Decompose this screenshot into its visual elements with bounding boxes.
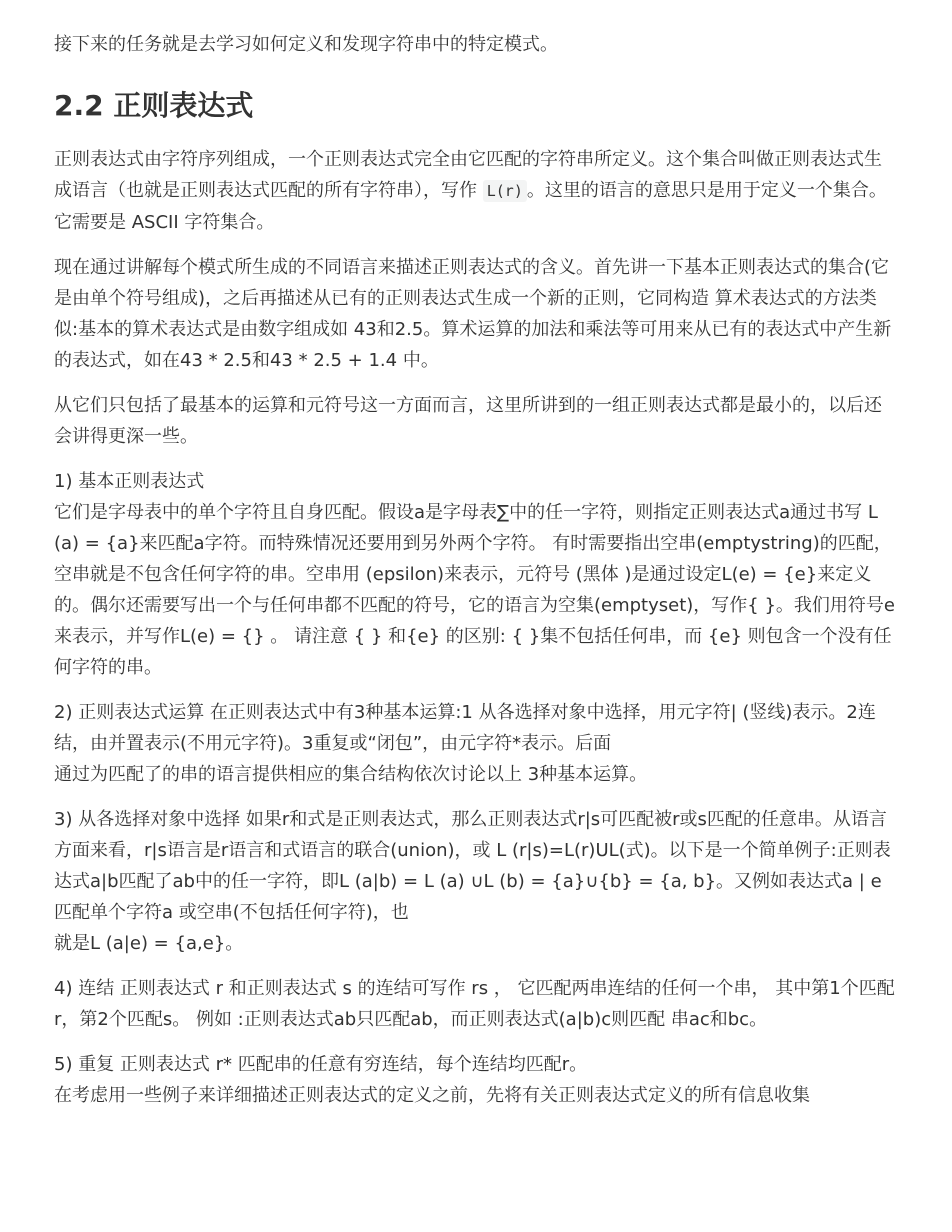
choice-section — [54, 804, 896, 959]
meaning-paragraph: 现在通过讲解每个模式所生成的不同语言来描述正则表达式的含义。首先讲一下基本正则表达式的集合(它是由单个符号组成)，之后再描述从已有的正则表达式生成一个新的正则，它同构造 算术表达式的方法类似:基本的算术表达式是由数字组成如 43和2.5。算术运算的加法和乘法等可用来从已有的表达式中产生新的表达式，如在43 * 2.5和43 * 2.5 + 1.4 中。 — [54, 257, 892, 371]
repetition-section — [54, 1049, 896, 1111]
definition-text-after: 。这里的语言的意思只是用于定义一个集合。它需要是 ASCII 字符集合。 — [54, 180, 887, 233]
inline-code: L(r) — [483, 180, 527, 202]
choice-text: 3) 从各选择对象中选择 如果r和式是正则表达式，那么正则表达式r|s可匹配被r或s匹配的任意串。从语言方面来看，r|s语言是r语言和式语言的联合(union)，或 L (r|s)=L(r)UL(式)。以下是一个简单例子:正则表达式a|b匹配了ab中的任一字符，即L (a|b) = L (a) ∪L (b) = {a}∪{b} = {a, b}。又例如表达式a | e匹配单个字符a 或空串(不包括任何字符)，也 — [54, 809, 891, 923]
basic-regex-section — [54, 466, 896, 683]
intro-paragraph: 接下来的任务就是去学习如何定义和发现字符串中的特定模式。 — [54, 34, 558, 55]
regex-operations-section — [54, 697, 896, 790]
definition-text-before: 正则表达式由字符序列组成，一个正则表达式完全由它匹配的字符串所定义。这个集合叫做正则表达式生成语言（也就是正则表达式匹配的所有字符串），写作 — [54, 149, 882, 201]
regex-operations-text-2: 通过为匹配了的串的语言提供相应的集合结构依次讨论以上 3种基本运算。 — [54, 764, 648, 785]
concatenation-paragraph: 4) 连结 正则表达式 r 和正则表达式 s 的连结可写作 rs ， 它匹配两串连结的任何一个串， 其中第1个匹配r，第2个匹配s。 例如 :正则表达式ab只匹配ab，而正则表达式(a|b)c则匹配 串ac和bc。 — [54, 978, 895, 1030]
choice-text-2: 就是L (a|e) = {a,e}。 — [54, 933, 244, 954]
regex-operations-text: 2) 正则表达式运算 在正则表达式中有3种基本运算:1 从各选择对象中选择，用元字符| (竖线)表示。2连结，由并置表示(不用元字符)。3重复或“闭包”，由元字符*表示。后面 — [54, 702, 876, 754]
repetition-body: 在考虑用一些例子来详细描述正则表达式的定义之前，先将有关正则表达式定义的所有信息收集 — [54, 1085, 810, 1106]
basic-regex-title: 1) 基本正则表达式 — [54, 471, 205, 492]
basic-regex-body: 它们是字母表中的单个字符且自身匹配。假设a是字母表∑中的任一字符，则指定正则表达式a通过书写 L(a) = {a}来匹配a字符。而特殊情况还要用到另外两个字符。 有时需要指出空串(emptystring)的匹配，空串就是不包含任何字符的串。空串用 (epsilon)来表示，元符号 (黑体 )是通过设定L(e) = {e}来定义的。偶尔还需要写出一个与任何串都不匹配的符号，它的语言为空集(emptyset)，写作{ }。我们用符号e来表示，并写作L(e) = {} 。 请注意 { } 和{e} 的区别: { }集不包括任何串，而 {e} 则包含一个没有任何字符的串。 — [54, 502, 895, 678]
minimal-paragraph: 从它们只包括了最基本的运算和元符号这一方面而言，这里所讲到的一组正则表达式都是最小的，以后还会讲得更深一些。 — [54, 395, 882, 447]
definition-paragraph — [54, 144, 896, 238]
section-heading: 2.2 正则表达式 — [54, 89, 254, 122]
repetition-title: 5) 重复 正则表达式 r* 匹配串的任意有穷连结，每个连结均匹配r。 — [54, 1054, 588, 1075]
